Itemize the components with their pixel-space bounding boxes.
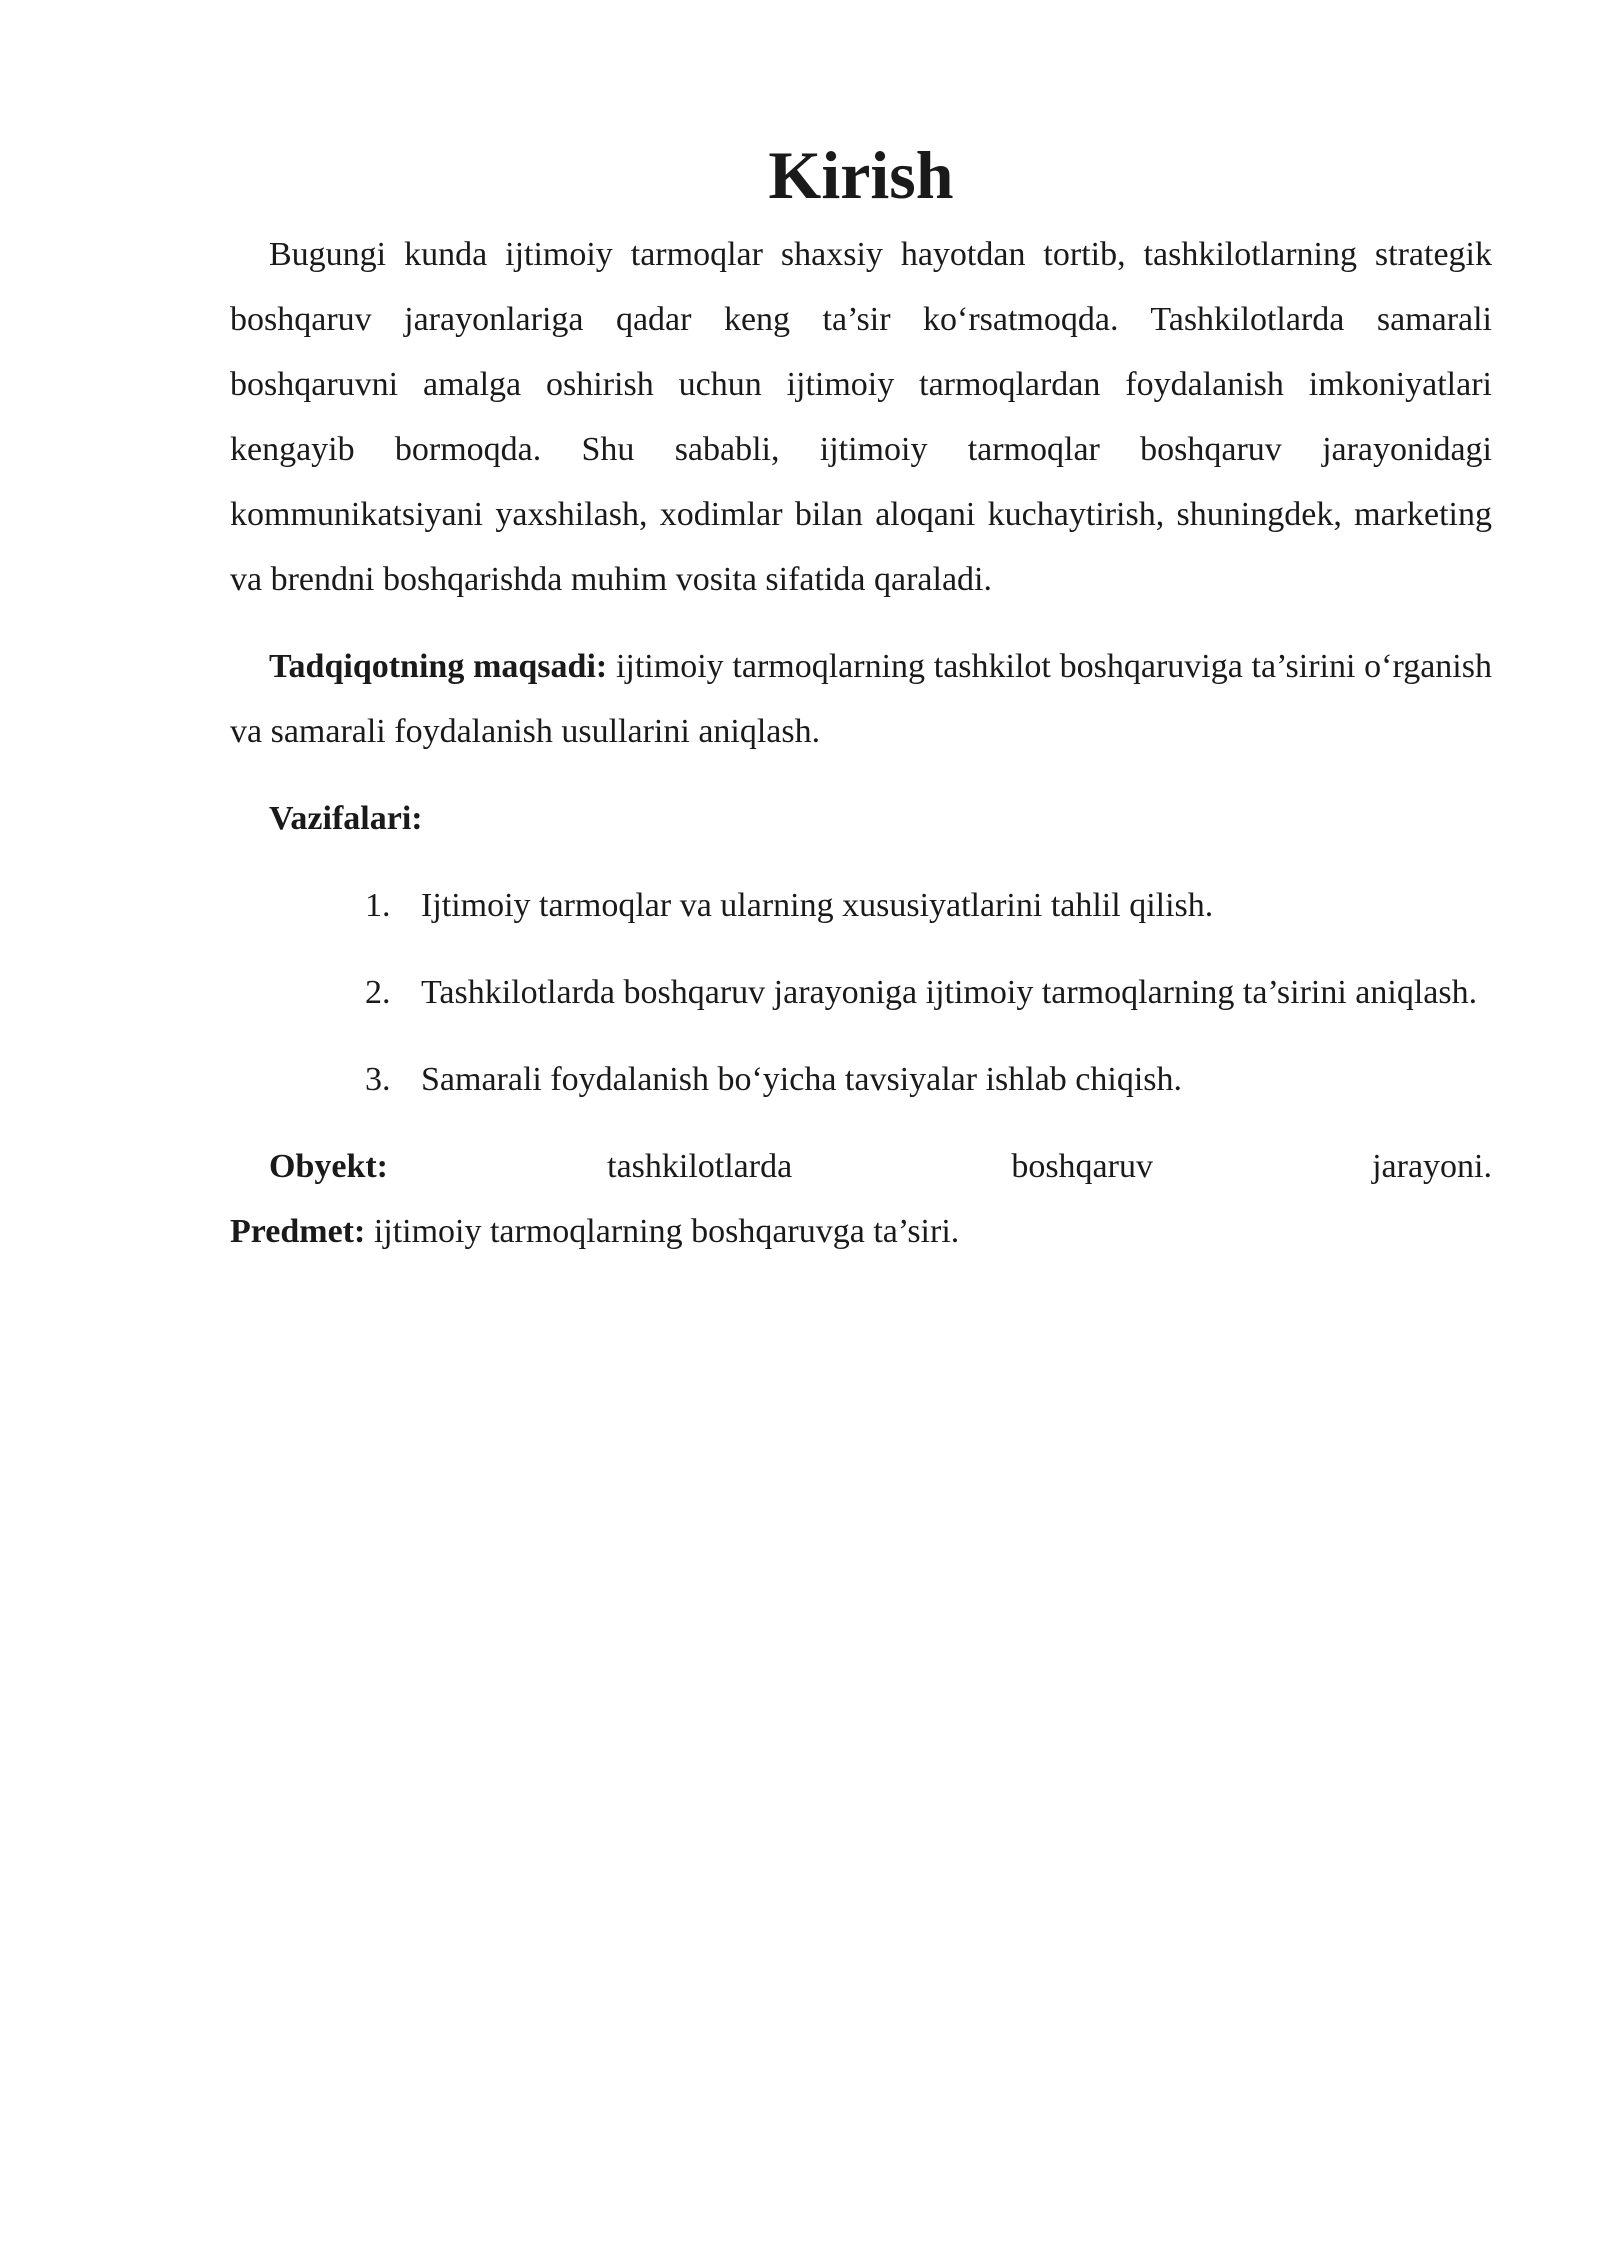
list-item-number: 1. bbox=[365, 887, 391, 924]
list-item-number: 3. bbox=[365, 1061, 391, 1098]
list-item-text: Samarali foydalanish bo‘yicha tavsiyalar ishlab chiqish. bbox=[421, 1061, 1183, 1098]
tasks-label: Vazifalari: bbox=[269, 800, 423, 837]
page-title: Kirish bbox=[768, 137, 954, 213]
tasks-list bbox=[230, 873, 1492, 1112]
subject-label: Predmet: bbox=[230, 1213, 366, 1250]
intro-paragraph: Bugungi kunda ijtimoiy tarmoqlar shaxsiy hayotdan tortib, tashkilotlarning strategik boshqaruv jarayonlariga qadar keng ta’sir ko‘rsatmoqda. Tashkilotlarda samarali boshqaruvni amalga oshirish uchun ijtimoiy tarmoqlardan foydalanish imkoniyatlari kengayib bormoqda. Shu sababli, ijtimoiy tarmoqlar boshqaruv jarayonidagi kommunikatsiyani yaxshilash, xodimlar bilan aloqani kuchaytirish, shuningdek, marketing va brendni boshqarishda muhim vosita sifatida qaraladi. bbox=[230, 236, 1492, 598]
list-item-text: Tashkilotlarda boshqaruv jarayoniga ijtimoiy tarmoqlarning ta’sirini aniqlash. bbox=[421, 974, 1478, 1011]
list-item bbox=[230, 1047, 1492, 1112]
goal-text: ijtimoiy tarmoqlarning tashkilot boshqaruviga ta’sirini o‘rganish va samarali foydalanish usullarini aniqlash. bbox=[230, 648, 1492, 750]
goal-label: Tadqiqotning maqsadi: bbox=[269, 648, 608, 685]
goal-paragraph bbox=[230, 634, 1492, 764]
subject-paragraph bbox=[230, 1199, 1492, 1264]
list-item bbox=[230, 873, 1492, 938]
object-text: tashkilotlarda boshqaruv jarayoni. bbox=[388, 1148, 1492, 1185]
object-label: Obyekt: bbox=[269, 1148, 388, 1185]
list-item-number: 2. bbox=[365, 974, 391, 1011]
object-paragraph bbox=[230, 1134, 1492, 1199]
list-item-text: Ijtimoiy tarmoqlar va ularning xususiyatlarini tahlil qilish. bbox=[421, 887, 1214, 924]
document-body bbox=[230, 137, 1492, 1264]
tasks-heading bbox=[230, 786, 1492, 851]
list-item bbox=[230, 960, 1492, 1025]
subject-text: ijtimoiy tarmoqlarning boshqaruvga ta’siri. bbox=[365, 1213, 960, 1250]
